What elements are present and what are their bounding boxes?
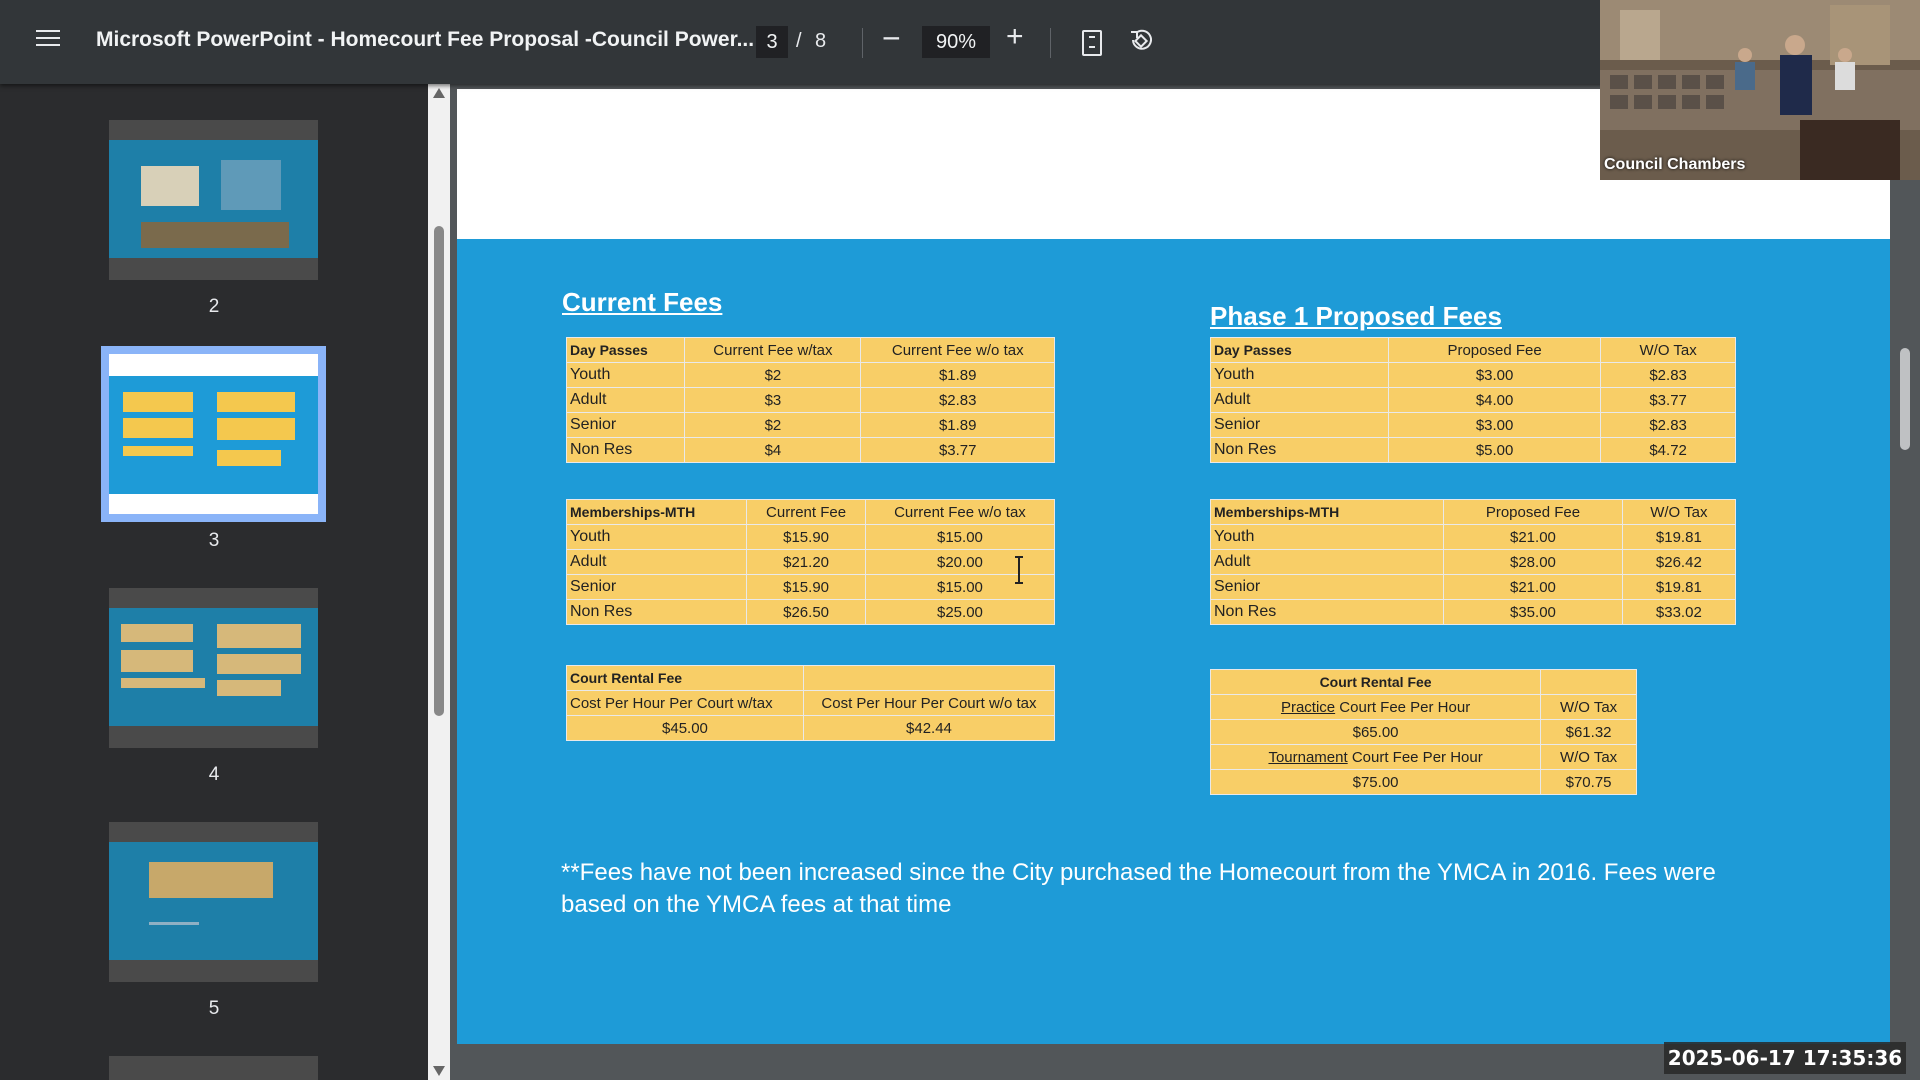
fit-page-icon[interactable]	[1082, 30, 1102, 56]
table-row	[1211, 413, 1736, 438]
table-cell	[1211, 745, 1541, 770]
table-cell: $35.00	[1444, 600, 1623, 625]
table-cell: $15.90	[747, 575, 866, 600]
table-cell: $2.83	[1601, 363, 1736, 388]
scroll-up-icon[interactable]	[433, 88, 445, 98]
table-header: Memberships-MTH	[567, 500, 747, 525]
tournament-label-rest: Court Fee Per Hour	[1347, 748, 1483, 766]
table-row	[567, 600, 1055, 625]
thumbnail-page-4[interactable]	[109, 588, 318, 748]
table-row	[567, 388, 1055, 413]
toolbar-divider	[1050, 28, 1051, 58]
table-cell: $65.00	[1211, 720, 1541, 745]
table-header: Court Rental Fee	[1211, 670, 1541, 695]
proposed-memberships-table	[1210, 499, 1736, 625]
table-row	[1211, 525, 1736, 550]
zoom-in-button[interactable]: +	[1006, 20, 1024, 53]
table-cell: $45.00	[567, 716, 804, 741]
practice-label-rest: Court Fee Per Hour	[1335, 698, 1471, 716]
table-header: W/O Tax	[1601, 338, 1736, 363]
tournament-label: Tournament	[1268, 748, 1348, 766]
table-cell: $3	[685, 388, 861, 413]
table-cell: $3.77	[1601, 388, 1736, 413]
table-cell: Cost Per Hour Per Court w/tax	[567, 691, 804, 716]
table-row	[567, 363, 1055, 388]
table-row	[1211, 575, 1736, 600]
thumbnail-page-5[interactable]	[109, 822, 318, 982]
table-cell: W/O Tax	[1541, 745, 1637, 770]
document-title: Microsoft PowerPoint - Homecourt Fee Proposal -Council Power...	[96, 28, 755, 51]
toolbar-divider	[862, 28, 863, 58]
table-cell: Senior	[1211, 575, 1444, 600]
rotate-icon[interactable]	[1128, 28, 1152, 52]
timestamp-overlay: 2025-06-17 17:35:36	[1664, 1042, 1906, 1074]
table-row	[567, 716, 1055, 741]
table-header: W/O Tax	[1622, 500, 1735, 525]
table-cell: Senior	[567, 413, 685, 438]
table-cell	[803, 666, 1054, 691]
table-cell: $25.00	[865, 600, 1054, 625]
menu-icon[interactable]	[36, 30, 60, 50]
table-cell: $2.83	[1601, 413, 1736, 438]
zoom-out-button[interactable]: −	[882, 20, 901, 56]
practice-label: Practice	[1280, 698, 1336, 716]
table-cell: $21.00	[1444, 575, 1623, 600]
thumbnail-page-2[interactable]	[109, 120, 318, 280]
table-row	[1211, 550, 1736, 575]
table-row	[1211, 770, 1637, 795]
table-cell	[1541, 670, 1637, 695]
phase1-fees-heading: Phase 1 Proposed Fees	[1210, 301, 1502, 331]
table-cell: $28.00	[1444, 550, 1623, 575]
table-cell: W/O Tax	[1541, 695, 1637, 720]
fees-note: **Fees have not been increased since the City purchased the Homecourt from the YMCA in 2016. Fees were based on the YMCA fees at that time	[561, 859, 1716, 918]
viewer-scroll-thumb[interactable]	[1900, 348, 1910, 450]
table-row	[1211, 438, 1736, 463]
table-cell: $4.00	[1388, 388, 1600, 413]
table-header: Current Fee	[747, 500, 866, 525]
table-cell: Youth	[1211, 363, 1389, 388]
table-header: Court Rental Fee	[567, 666, 804, 691]
table-cell: Senior	[1211, 413, 1389, 438]
table-cell: $19.81	[1622, 525, 1735, 550]
table-cell: $3.00	[1388, 413, 1600, 438]
table-cell: $2	[685, 363, 861, 388]
table-cell: $3.00	[1388, 363, 1600, 388]
table-header: Proposed Fee	[1388, 338, 1600, 363]
table-row	[1211, 695, 1637, 720]
table-cell: $4.72	[1601, 438, 1736, 463]
table-row	[567, 575, 1055, 600]
table-cell: $15.00	[865, 525, 1054, 550]
table-cell: Youth	[567, 363, 685, 388]
table-row	[567, 413, 1055, 438]
table-cell: $19.81	[1622, 575, 1735, 600]
table-cell: Adult	[567, 550, 747, 575]
table-header: Memberships-MTH	[1211, 500, 1444, 525]
viewer-scrollbar[interactable]	[1890, 84, 1920, 1080]
current-fees-heading: Current Fees	[562, 287, 723, 317]
table-header: Current Fee w/tax	[685, 338, 861, 363]
table-header: Current Fee w/o tax	[861, 338, 1055, 363]
table-cell: Non Res	[1211, 600, 1444, 625]
table-cell: $2	[685, 413, 861, 438]
table-cell: Adult	[1211, 388, 1389, 413]
page-number-input[interactable]: 3	[756, 26, 788, 58]
table-cell: $70.75	[1541, 770, 1637, 795]
table-row	[567, 525, 1055, 550]
thumbnail-page-3[interactable]	[109, 354, 318, 514]
table-cell: $20.00	[865, 550, 1054, 575]
table-cell: $42.44	[803, 716, 1054, 741]
page-total: 8	[815, 30, 827, 52]
table-cell: $33.02	[1622, 600, 1735, 625]
sidebar-scroll-thumb[interactable]	[434, 226, 444, 716]
table-cell: Senior	[567, 575, 747, 600]
table-header: Day Passes	[567, 338, 685, 363]
video-label: Council Chambers	[1604, 156, 1746, 173]
table-cell: Adult	[1211, 550, 1444, 575]
table-cell: Non Res	[567, 600, 747, 625]
thumbnail-label: 5	[208, 998, 220, 1019]
table-row	[567, 550, 1055, 575]
table-cell: $2.83	[861, 388, 1055, 413]
thumbnail-label: 3	[208, 530, 220, 551]
scroll-down-icon[interactable]	[433, 1066, 445, 1076]
table-cell: Cost Per Hour Per Court w/o tax	[803, 691, 1054, 716]
table-row	[1211, 745, 1637, 770]
table-cell: $61.32	[1541, 720, 1637, 745]
table-row	[567, 438, 1055, 463]
current-memberships-table	[566, 499, 1055, 625]
table-cell: Youth	[1211, 525, 1444, 550]
proposed-day-passes-table	[1210, 337, 1736, 463]
table-cell: $1.89	[861, 413, 1055, 438]
table-cell: $4	[685, 438, 861, 463]
table-cell: $5.00	[1388, 438, 1600, 463]
table-cell: $75.00	[1211, 770, 1541, 795]
table-cell: $15.90	[747, 525, 866, 550]
sidebar-scrollbar[interactable]	[428, 84, 450, 1080]
table-header: Day Passes	[1211, 338, 1389, 363]
thumbnail-page-6[interactable]	[109, 1056, 318, 1080]
table-cell: $3.77	[861, 438, 1055, 463]
table-cell: $26.42	[1622, 550, 1735, 575]
table-cell: $26.50	[747, 600, 866, 625]
thumbnail-label: 4	[208, 764, 220, 785]
thumbnail-sidebar	[0, 84, 428, 1080]
table-row	[1211, 363, 1736, 388]
proposed-court-rental-table	[1210, 669, 1637, 795]
table-row	[1211, 600, 1736, 625]
council-chambers-video	[1600, 0, 1920, 180]
table-header: Proposed Fee	[1444, 500, 1623, 525]
table-cell: $21.00	[1444, 525, 1623, 550]
table-row	[1211, 720, 1637, 745]
table-cell: $1.89	[861, 363, 1055, 388]
table-row	[567, 691, 1055, 716]
current-day-passes-table	[566, 337, 1055, 463]
table-cell: Non Res	[567, 438, 685, 463]
table-header: Current Fee w/o tax	[865, 500, 1054, 525]
table-cell: Non Res	[1211, 438, 1389, 463]
table-cell: $21.20	[747, 550, 866, 575]
table-row	[1211, 388, 1736, 413]
table-cell	[1211, 695, 1541, 720]
zoom-level-input[interactable]: 90%	[922, 26, 990, 58]
table-cell: $15.00	[865, 575, 1054, 600]
text-cursor-icon	[1012, 556, 1026, 584]
current-court-rental-table	[566, 665, 1055, 741]
video-overlay	[1600, 0, 1920, 180]
page-separator: /	[796, 30, 802, 52]
table-cell: Youth	[567, 525, 747, 550]
table-cell: Adult	[567, 388, 685, 413]
thumbnail-label: 2	[208, 296, 220, 317]
slide-page-3	[457, 89, 1890, 1044]
